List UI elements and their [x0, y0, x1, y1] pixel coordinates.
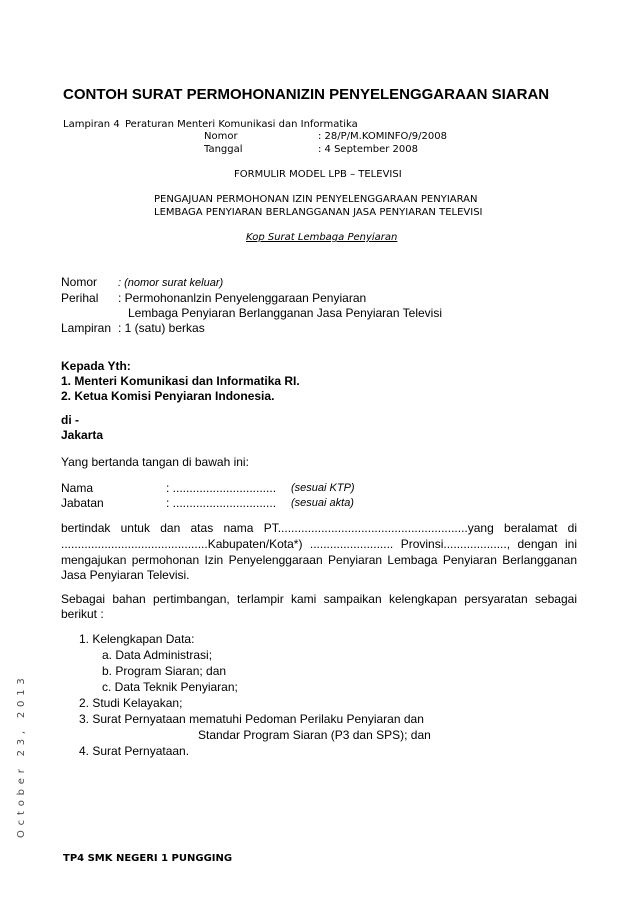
formulir-title: FORMULIR MODEL LPB – TELEVISI [234, 169, 402, 180]
city-label: Jakarta [61, 428, 104, 442]
letter-perihal-value: : Permohonanlzin Penyelenggaraan Penyiaran [118, 291, 367, 305]
paragraph-1-line-1: bertindak untuk dan atas nama PT.........................................................yang beralamat di [61, 521, 577, 535]
letter-perihal-value-2: Lembaga Penyiaran Berlangganan Jasa Penyiaran Televisi [128, 306, 442, 320]
header-nomor-label: Nomor [204, 131, 238, 142]
intro-text: Yang bertanda tangan di bawah ini: [61, 455, 249, 469]
kop-surat-label: Kop Surat Lembaga Penyiaran [246, 232, 398, 243]
list-item-2: 2. Studi Kelayakan; [79, 696, 183, 710]
paragraph-1-line-2: ............................................Kabupaten/Kota*) ......................... Provinsi..................., dengan ini [61, 537, 577, 551]
page-title: CONTOH SURAT PERMOHONANIZIN PENYELENGGARAAN SIARAN [63, 86, 550, 103]
list-item-3-continued: Standar Program Siaran (P3 dan SPS); dan [198, 728, 431, 742]
kepada-label: Kepada Yth: [61, 359, 131, 373]
jabatan-value: : ............................... [166, 496, 277, 510]
recipient-2: 2. Ketua Komisi Penyiaran Indonesia. [61, 389, 275, 403]
pengajuan-line-2: LEMBAGA PENYIARAN BERLANGGANAN JASA PENYIARAN TELEVISI [154, 207, 483, 218]
letter-nomor-value: : (nomor surat keluar) [118, 277, 224, 289]
list-item-1a: a. Data Administrasi; [102, 648, 213, 662]
list-item-1c: c. Data Teknik Penyiaran; [102, 680, 238, 694]
header-lampiran-text: Peraturan Menteri Komunikasi dan Informatika [125, 119, 358, 130]
letter-nomor-label: Nomor [61, 275, 98, 289]
header-tanggal-value: : 4 September 2008 [318, 144, 418, 155]
paragraph-1-line-3: mengajukan permohonan Izin Penyelenggaraan Penyiaran Lembaga Penyiaran Berlangganan [61, 553, 577, 567]
nama-label: Nama [61, 481, 94, 495]
pengajuan-line-1: PENGAJUAN PERMOHONAN IZIN PENYELENGGARAAN PENYIARAN [154, 194, 478, 205]
jabatan-label: Jabatan [61, 496, 104, 510]
list-item-3: 3. Surat Pernyataan mematuhi Pedoman Perilaku Penyiaran dan [79, 712, 424, 726]
paragraph-2-line-1: Sebagai bahan pertimbangan, terlampir kami sampaikan kelengkapan persyaratan sebagai [61, 592, 577, 606]
letter-lampiran-value: : 1 (satu) berkas [118, 321, 205, 335]
recipient-1: 1. Menteri Komunikasi dan Informatika RI. [61, 374, 300, 388]
nama-note: (sesuai KTP) [291, 482, 355, 494]
di-label: di - [61, 413, 79, 427]
list-item-1b: b. Program Siaran; dan [102, 664, 227, 678]
header-nomor-value: : 28/P/M.KOMINFO/9/2008 [318, 131, 447, 142]
nama-value: : ............................... [166, 481, 277, 495]
letter-lampiran-label: Lampiran [61, 321, 112, 335]
side-date: October 23, 2013 [16, 673, 27, 838]
letter-perihal-label: Perihal [61, 291, 99, 305]
header-tanggal-label: Tanggal [204, 144, 243, 155]
paragraph-2-line-2: berikut : [61, 607, 104, 621]
list-item-4: 4. Surat Pernyataan. [79, 744, 190, 758]
footer-school: TP4 SMK NEGERI 1 PUNGGING [63, 853, 233, 864]
header-lampiran-label: Lampiran 4 [63, 119, 120, 130]
list-item-1: 1. Kelengkapan Data: [79, 632, 195, 646]
paragraph-1-line-4: Jasa Penyiaran Televisi. [61, 568, 190, 582]
jabatan-note: (sesuai akta) [291, 497, 354, 509]
